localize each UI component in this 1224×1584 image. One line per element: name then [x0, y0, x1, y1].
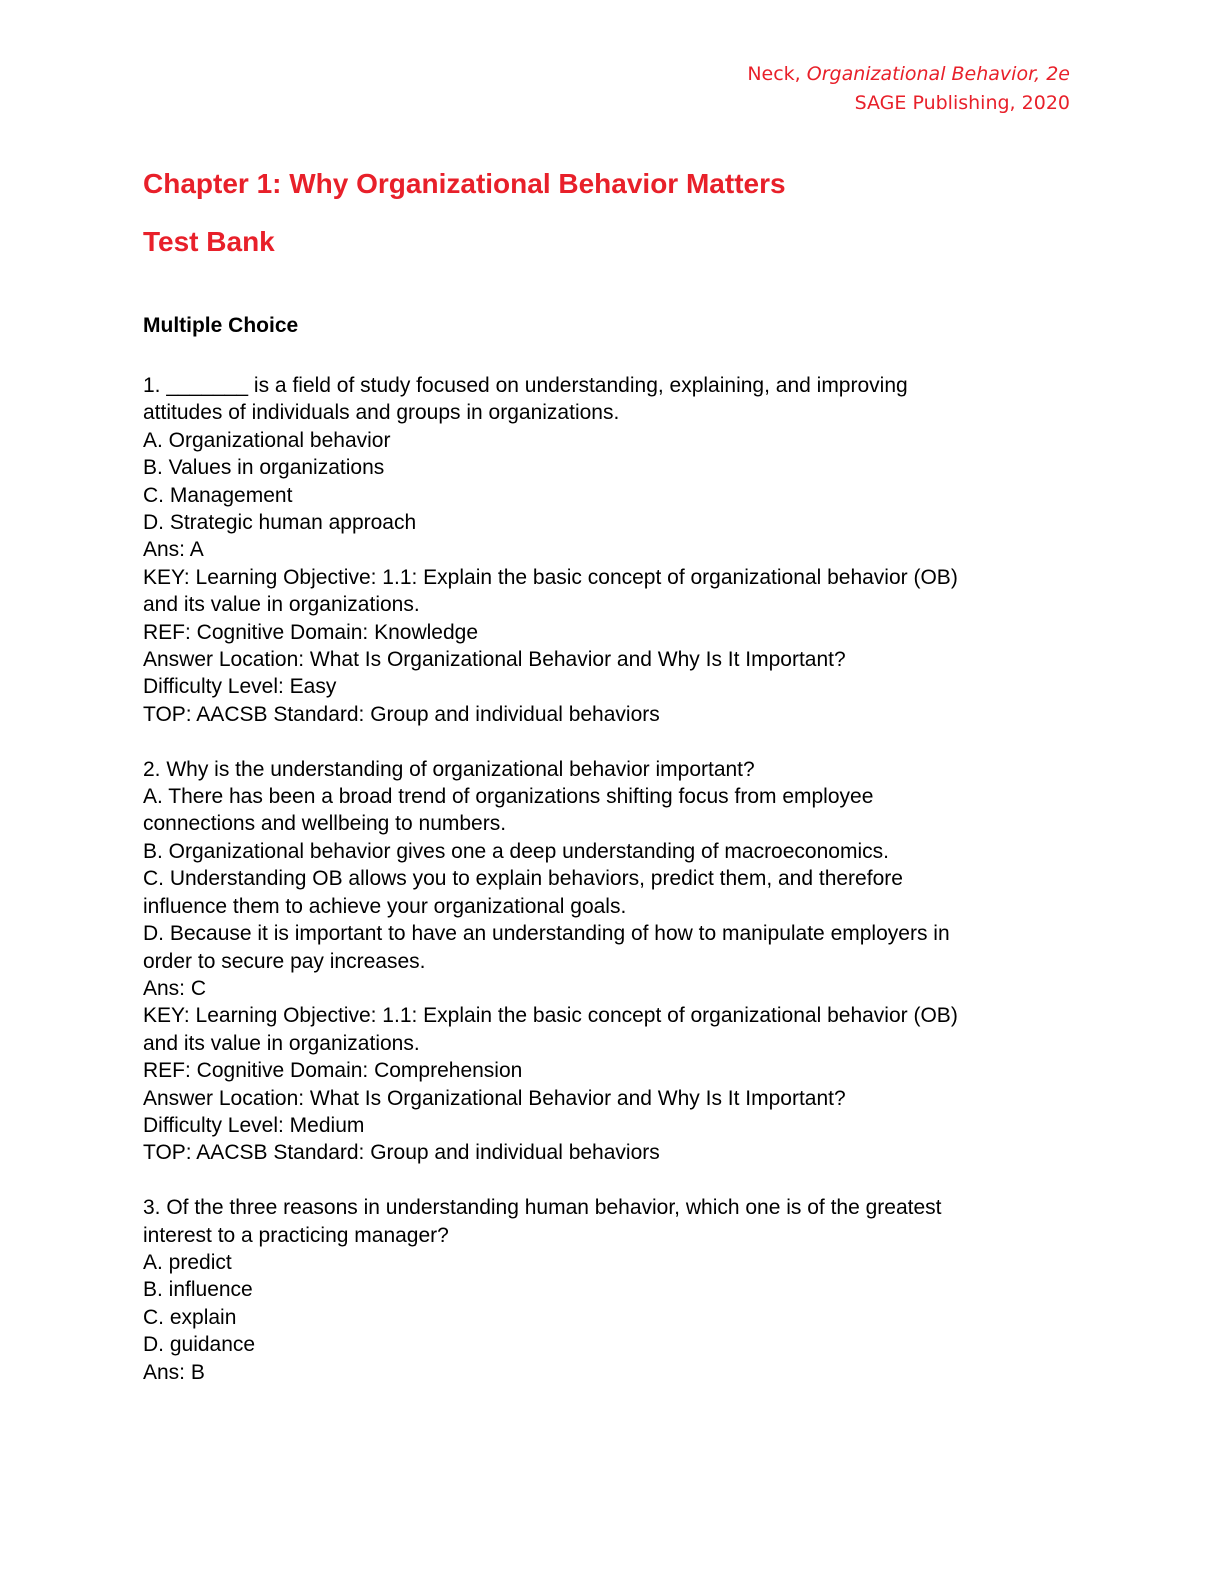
answer-option: D. Because it is important to have an understanding of how to manipulate employers in: [143, 922, 950, 946]
chapter-title: Chapter 1: Why Organizational Behavior Matters: [143, 168, 786, 199]
question-line: 2. Why is the understanding of organizational behavior important?: [143, 757, 755, 781]
answer-option: order to secure pay increases.: [143, 949, 426, 973]
answer-option: A. Organizational behavior: [143, 428, 391, 452]
answer-key: Ans: C: [143, 976, 207, 1000]
section-title: Multiple Choice: [143, 314, 299, 337]
answer-option: C. Management: [143, 483, 293, 507]
question-1: [143, 372, 1083, 728]
answer-option: A. There has been a broad trend of organizations shifting focus from employee: [143, 785, 874, 809]
answer-option: C. explain: [143, 1305, 237, 1329]
header-book-title: Organizational Behavior, 2e: [806, 63, 1070, 85]
answer-location: Answer Location: What Is Organizational Behavior and Why Is It Important?: [143, 648, 846, 672]
answer-option: influence them to achieve your organizational goals.: [143, 894, 627, 918]
answer-key: Ans: B: [143, 1360, 205, 1384]
answer-option: C. Understanding OB allows you to explain behaviors, predict them, and therefore: [143, 867, 903, 891]
header-publisher: SAGE Publishing, 2020: [854, 92, 1070, 114]
answer-option: A. predict: [143, 1250, 232, 1274]
topic: TOP: AACSB Standard: Group and individual behaviors: [143, 1141, 660, 1165]
answer-option: B. Values in organizations: [143, 456, 385, 480]
question-line: attitudes of individuals and groups in organizations.: [143, 401, 620, 425]
topic: TOP: AACSB Standard: Group and individual behaviors: [143, 702, 660, 726]
answer-option: B. influence: [143, 1278, 253, 1302]
cognitive-domain: REF: Cognitive Domain: Comprehension: [143, 1059, 523, 1083]
question-list: [143, 372, 1083, 1413]
learning-objective: and its value in organizations.: [143, 1031, 420, 1055]
question-line: 3. Of the three reasons in understanding human behavior, which one is of the greatest: [143, 1196, 942, 1220]
learning-objective: KEY: Learning Objective: 1.1: Explain the basic concept of organizational behavior (OB): [143, 1004, 958, 1028]
question-line: 1. _______ is a field of study focused on understanding, explaining, and improving: [143, 374, 908, 397]
answer-location: Answer Location: What Is Organizational Behavior and Why Is It Important?: [143, 1086, 846, 1110]
answer-key: Ans: A: [143, 538, 204, 562]
answer-option: D. Strategic human approach: [143, 511, 417, 535]
question-line: interest to a practicing manager?: [143, 1223, 449, 1247]
cognitive-domain: REF: Cognitive Domain: Knowledge: [143, 620, 478, 644]
running-header: [747, 60, 1070, 118]
question-2: [143, 756, 1083, 1167]
header-author: Neck,: [747, 63, 807, 85]
difficulty-level: Difficulty Level: Easy: [143, 675, 337, 699]
question-3: [143, 1194, 1083, 1386]
learning-objective: and its value in organizations.: [143, 593, 420, 617]
test-bank-title: Test Bank: [143, 226, 275, 257]
answer-option: B. Organizational behavior gives one a deep understanding of macroeconomics.: [143, 839, 889, 863]
difficulty-level: Difficulty Level: Medium: [143, 1113, 365, 1137]
learning-objective: KEY: Learning Objective: 1.1: Explain the basic concept of organizational behavior (OB): [143, 565, 958, 589]
answer-option: connections and wellbeing to numbers.: [143, 812, 507, 836]
header-citation: [747, 60, 1070, 89]
answer-option: D. guidance: [143, 1333, 256, 1357]
